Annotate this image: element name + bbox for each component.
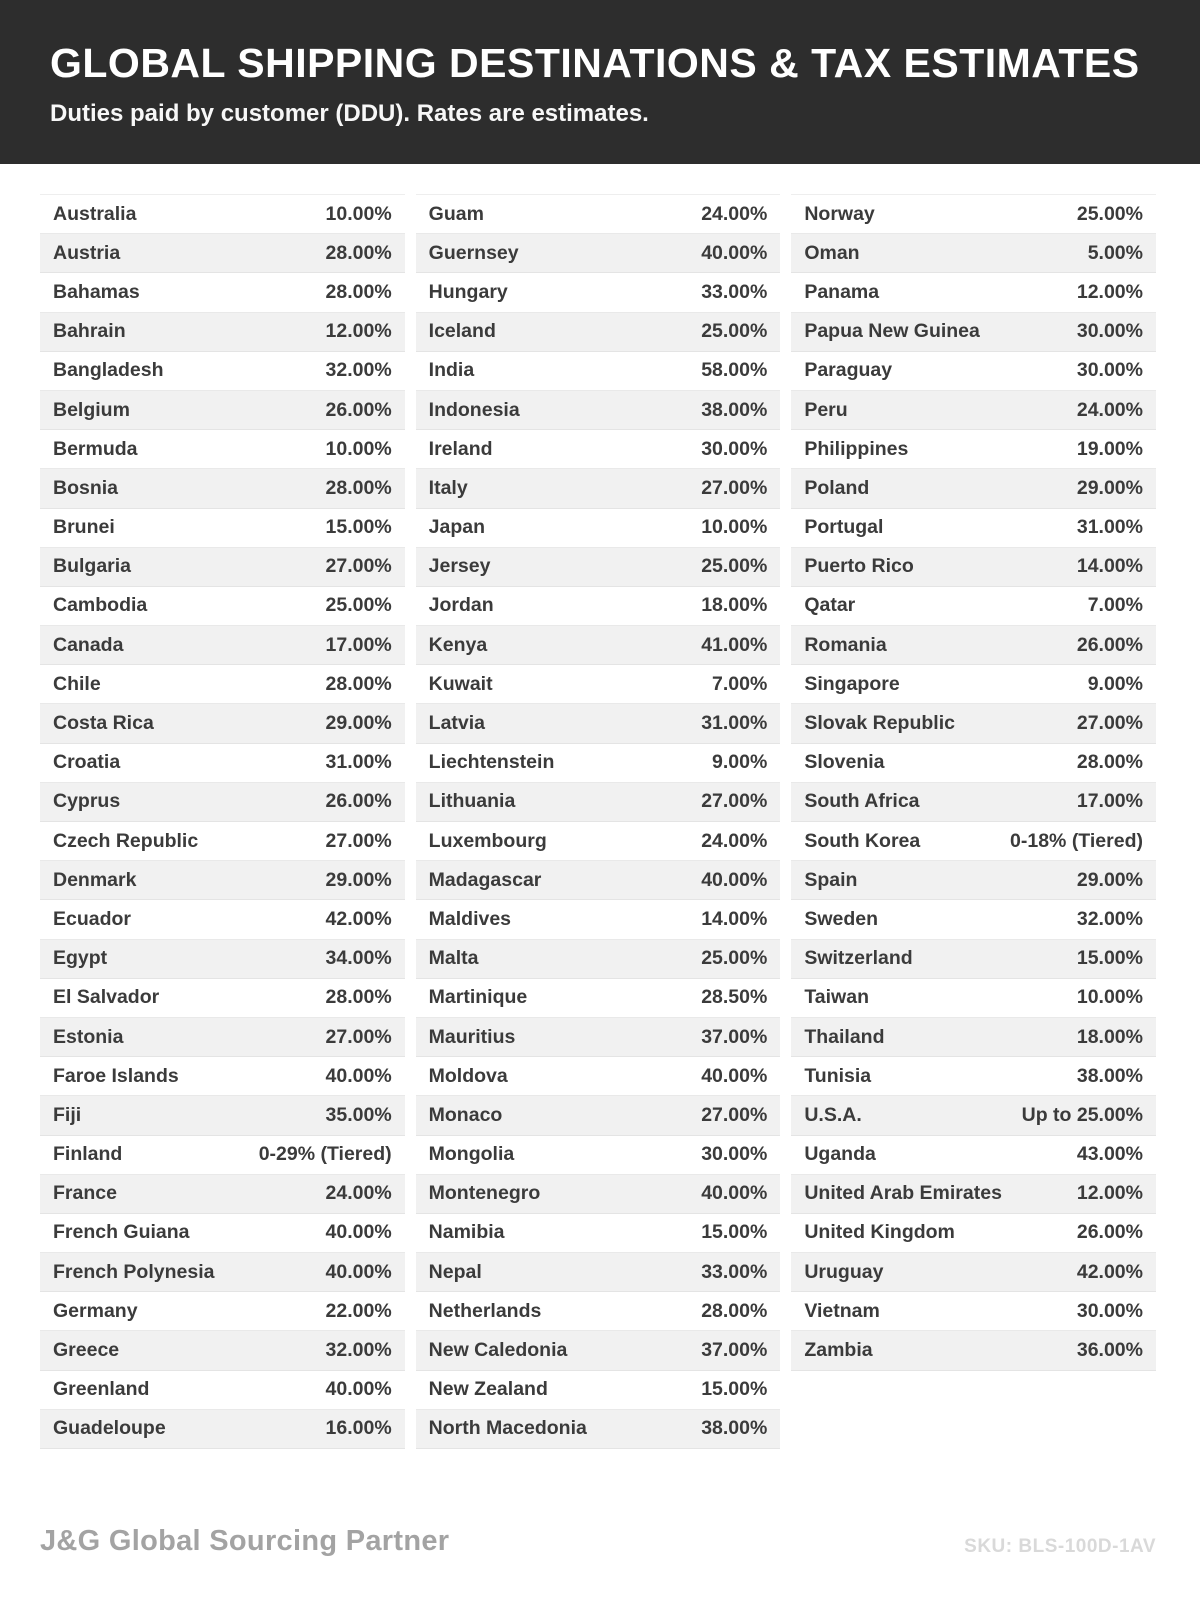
tax-rate: 40.00% [325, 1260, 392, 1283]
country-name: Tunisia [804, 1064, 872, 1087]
tax-rate: 15.00% [701, 1221, 768, 1244]
tax-rate: 27.00% [1076, 712, 1143, 735]
tax-rate: 10.00% [325, 202, 392, 225]
country-name: Canada [53, 633, 124, 656]
table-row [40, 940, 405, 979]
tax-rate: 22.00% [325, 1299, 392, 1322]
table-row [40, 509, 405, 548]
tax-rate: 18.00% [701, 594, 768, 617]
tax-rate: 32.00% [1076, 907, 1143, 930]
tax-rate: 10.00% [1076, 986, 1143, 1009]
country-name: Kenya [428, 633, 488, 656]
tax-rate: 36.00% [1076, 1339, 1143, 1362]
table-row [416, 469, 781, 508]
country-name: Bahamas [53, 280, 140, 303]
country-name: Kuwait [428, 672, 493, 695]
table-row [40, 1018, 405, 1057]
country-name: Mauritius [428, 1025, 516, 1048]
table-column-2 [416, 194, 781, 1449]
tax-rate: 17.00% [325, 633, 392, 656]
table-row [416, 1253, 781, 1292]
tax-rate: 32.00% [325, 359, 392, 382]
tax-rate: 31.00% [701, 712, 768, 735]
table-row [791, 548, 1156, 587]
tax-rate: 37.00% [701, 1339, 768, 1362]
country-name: Iceland [428, 320, 496, 343]
table-row [416, 1214, 781, 1253]
tax-rate: 31.00% [1076, 516, 1143, 539]
tax-rate: 32.00% [325, 1339, 392, 1362]
table-row [416, 822, 781, 861]
table-row [791, 744, 1156, 783]
country-name: Nepal [428, 1260, 482, 1283]
country-name: South Africa [804, 790, 920, 813]
table-row [791, 1331, 1156, 1370]
country-name: Switzerland [804, 947, 913, 970]
table-row [791, 783, 1156, 822]
country-name: Guernsey [428, 241, 519, 264]
country-name: French Polynesia [53, 1260, 215, 1283]
table-row [416, 1136, 781, 1175]
tax-rate: 58.00% [701, 359, 768, 382]
table-row [791, 861, 1156, 900]
tax-rate: 28.00% [325, 986, 392, 1009]
country-name: Uganda [804, 1143, 876, 1166]
tax-rate: 25.00% [701, 555, 768, 578]
tax-rate: 0-18% (Tiered) [1010, 829, 1143, 852]
tax-rate: 7.00% [1087, 594, 1143, 617]
country-name: Poland [804, 476, 870, 499]
table-row [791, 1214, 1156, 1253]
tax-rate: 24.00% [1076, 398, 1143, 421]
country-name: Australia [53, 202, 137, 225]
tax-rate: 34.00% [325, 947, 392, 970]
table-row [791, 940, 1156, 979]
country-name: El Salvador [53, 986, 160, 1009]
tax-rate: 27.00% [325, 555, 392, 578]
country-name: Indonesia [428, 398, 520, 421]
table-row [40, 587, 405, 626]
tax-rate: 29.00% [325, 868, 392, 891]
country-name: Papua New Guinea [804, 320, 980, 343]
table-row [40, 1253, 405, 1292]
country-name: Mongolia [428, 1143, 515, 1166]
table-row [791, 430, 1156, 469]
country-name: Puerto Rico [804, 555, 914, 578]
table-row [416, 1292, 781, 1331]
table-row [791, 1175, 1156, 1214]
tax-rate: 17.00% [1076, 790, 1143, 813]
country-name: Croatia [53, 751, 121, 774]
tax-rate: 25.00% [325, 594, 392, 617]
tax-rate: 29.00% [1076, 868, 1143, 891]
table-row [791, 234, 1156, 273]
country-name: Panama [804, 280, 880, 303]
table-row [416, 313, 781, 352]
tax-rate: 30.00% [1076, 320, 1143, 343]
tax-rate: 35.00% [325, 1103, 392, 1126]
table-row [40, 900, 405, 939]
country-name: French Guiana [53, 1221, 190, 1244]
tax-rate: 40.00% [325, 1064, 392, 1087]
tax-rate: 10.00% [701, 516, 768, 539]
table-row [791, 391, 1156, 430]
table-row [791, 704, 1156, 743]
table-row [791, 313, 1156, 352]
tax-rate: 40.00% [325, 1221, 392, 1244]
table-row [791, 352, 1156, 391]
tax-rate: 40.00% [701, 241, 768, 264]
tax-rate: 27.00% [701, 1103, 768, 1126]
country-name: United Kingdom [804, 1221, 955, 1244]
tax-rate: 24.00% [325, 1182, 392, 1205]
tax-rate: 5.00% [1087, 241, 1143, 264]
header [0, 0, 1200, 164]
table-row [40, 744, 405, 783]
country-name: Faroe Islands [53, 1064, 179, 1087]
tax-rate: 28.00% [325, 280, 392, 303]
country-name: Bulgaria [53, 555, 132, 578]
tax-rate: 38.00% [1076, 1064, 1143, 1087]
country-name: Martinique [428, 986, 528, 1009]
table-row [40, 704, 405, 743]
tax-rate: 26.00% [1076, 633, 1143, 656]
table-row [40, 352, 405, 391]
country-name: Chile [53, 672, 101, 695]
country-name: New Zealand [428, 1378, 548, 1401]
tax-rate: 29.00% [325, 712, 392, 735]
table-row [40, 234, 405, 273]
table-row [416, 704, 781, 743]
tax-rate: 10.00% [325, 437, 392, 460]
table-row [40, 979, 405, 1018]
tax-rate: 27.00% [325, 829, 392, 852]
table-row [40, 391, 405, 430]
tax-rate: 42.00% [1076, 1260, 1143, 1283]
table-row [791, 509, 1156, 548]
table-row [791, 822, 1156, 861]
table-row [40, 1136, 405, 1175]
tax-rate: 27.00% [701, 790, 768, 813]
table-row [791, 1057, 1156, 1096]
country-name: U.S.A. [804, 1103, 862, 1126]
country-name: Sweden [804, 907, 879, 930]
country-name: Latvia [428, 712, 486, 735]
country-name: Fiji [53, 1103, 82, 1126]
country-name: Belgium [53, 398, 130, 421]
country-name: Zambia [804, 1339, 873, 1362]
tax-rate: 25.00% [1076, 202, 1143, 225]
country-name: Jordan [428, 594, 494, 617]
tax-rate: 28.00% [325, 672, 392, 695]
table-row [416, 1371, 781, 1410]
tax-rate: 26.00% [325, 790, 392, 813]
country-name: Guam [428, 202, 484, 225]
country-name: Luxembourg [428, 829, 547, 852]
country-name: India [428, 359, 475, 382]
country-name: Liechtenstein [428, 751, 555, 774]
country-name: Singapore [804, 672, 900, 695]
table-column-3 [791, 194, 1156, 1371]
tax-rate: Up to 25.00% [1021, 1103, 1143, 1126]
table-row [791, 979, 1156, 1018]
tax-rate: 42.00% [325, 907, 392, 930]
country-name: Greece [53, 1339, 120, 1362]
table-row [416, 861, 781, 900]
tax-rate: 25.00% [701, 947, 768, 970]
tax-rate: 33.00% [701, 1260, 768, 1283]
country-name: United Arab Emirates [804, 1182, 1002, 1205]
sku-label: SKU: BLS-100D-1AV [964, 1536, 1156, 1557]
table-row [416, 1018, 781, 1057]
tax-rate: 18.00% [1076, 1025, 1143, 1048]
country-name: Guadeloupe [53, 1417, 166, 1440]
table-row [791, 900, 1156, 939]
table-row [40, 665, 405, 704]
tax-rate: 12.00% [1076, 1182, 1143, 1205]
country-name: Spain [804, 868, 858, 891]
country-name: Bosnia [53, 476, 119, 499]
table-row [791, 1253, 1156, 1292]
table-row [40, 469, 405, 508]
table-row [40, 1331, 405, 1370]
country-name: Uruguay [804, 1260, 884, 1283]
country-name: South Korea [804, 829, 921, 852]
tax-rate: 41.00% [701, 633, 768, 656]
table-row [416, 587, 781, 626]
table-row [791, 665, 1156, 704]
table-column-1 [40, 194, 405, 1449]
table-row [40, 1057, 405, 1096]
tax-rate: 30.00% [701, 437, 768, 460]
country-name: Maldives [428, 907, 512, 930]
table-row [40, 195, 405, 234]
country-name: Greenland [53, 1378, 150, 1401]
tax-rate: 12.00% [1076, 280, 1143, 303]
table-row [416, 234, 781, 273]
table-row [416, 1175, 781, 1214]
tax-rate: 37.00% [701, 1025, 768, 1048]
table-row [416, 273, 781, 312]
country-name: Malta [428, 947, 479, 970]
country-name: Brunei [53, 516, 115, 539]
tax-rate: 15.00% [1076, 947, 1143, 970]
table-row [791, 1096, 1156, 1135]
country-name: North Macedonia [428, 1417, 587, 1440]
table-row [416, 352, 781, 391]
table-row [791, 1018, 1156, 1057]
table-row [791, 626, 1156, 665]
tax-rate: 29.00% [1076, 476, 1143, 499]
tax-rate: 24.00% [701, 829, 768, 852]
country-name: Oman [804, 241, 860, 264]
tax-rate: 30.00% [1076, 359, 1143, 382]
table-row [40, 822, 405, 861]
table-row [416, 900, 781, 939]
table-row [416, 979, 781, 1018]
country-name: Portugal [804, 516, 884, 539]
tax-rate: 15.00% [701, 1378, 768, 1401]
table-row [416, 940, 781, 979]
country-name: Slovenia [804, 751, 885, 774]
tax-rate: 7.00% [712, 672, 768, 695]
tax-rate: 38.00% [701, 1417, 768, 1440]
country-name: Monaco [428, 1103, 503, 1126]
tax-rate: 12.00% [325, 320, 392, 343]
table-row [416, 1410, 781, 1449]
table-row [416, 195, 781, 234]
table-row [40, 626, 405, 665]
table-row [416, 1331, 781, 1370]
tax-rate: 14.00% [701, 907, 768, 930]
country-name: Cambodia [53, 594, 148, 617]
table-row [40, 273, 405, 312]
country-name: Czech Republic [53, 829, 199, 852]
brand-name: J&G Global Sourcing Partner [40, 1525, 450, 1557]
tax-rate: 33.00% [701, 280, 768, 303]
table-row [416, 744, 781, 783]
table-row [40, 1410, 405, 1449]
table-row [791, 587, 1156, 626]
country-name: Vietnam [804, 1299, 880, 1322]
country-name: Qatar [804, 594, 856, 617]
country-name: Bahrain [53, 320, 126, 343]
table-row [791, 469, 1156, 508]
table-row [791, 273, 1156, 312]
country-name: Denmark [53, 868, 137, 891]
tax-rate: 28.50% [701, 986, 768, 1009]
table-row [791, 1136, 1156, 1175]
tax-rates-table [40, 194, 1156, 1449]
table-row [416, 430, 781, 469]
tax-rate: 30.00% [1076, 1299, 1143, 1322]
country-name: Slovak Republic [804, 712, 955, 735]
country-name: Montenegro [428, 1182, 541, 1205]
table-row [416, 509, 781, 548]
table-row [416, 391, 781, 430]
tax-rate: 19.00% [1076, 437, 1143, 460]
tax-rate: 38.00% [701, 398, 768, 421]
country-name: Finland [53, 1143, 123, 1166]
tax-rate: 0-29% (Tiered) [258, 1143, 392, 1166]
tax-rate: 16.00% [325, 1417, 392, 1440]
footer [40, 1525, 1156, 1558]
country-name: Germany [53, 1299, 138, 1322]
country-name: Bangladesh [53, 359, 164, 382]
country-name: Lithuania [428, 790, 516, 813]
table-row [40, 1214, 405, 1253]
country-name: Jersey [428, 555, 491, 578]
country-name: Thailand [804, 1025, 885, 1048]
country-name: Italy [428, 476, 468, 499]
table-row [40, 1292, 405, 1331]
country-name: Costa Rica [53, 712, 154, 735]
table-row [40, 430, 405, 469]
country-name: Peru [804, 398, 848, 421]
tax-rate: 31.00% [325, 751, 392, 774]
country-name: Estonia [53, 1025, 124, 1048]
tax-rate: 40.00% [701, 868, 768, 891]
tax-rate: 28.00% [1076, 751, 1143, 774]
country-name: Paraguay [804, 359, 893, 382]
country-name: Cyprus [53, 790, 121, 813]
tax-rate: 26.00% [325, 398, 392, 421]
country-name: Romania [804, 633, 887, 656]
tax-rate: 9.00% [712, 751, 768, 774]
country-name: Madagascar [428, 868, 542, 891]
country-name: Austria [53, 241, 121, 264]
tax-rate: 26.00% [1076, 1221, 1143, 1244]
table-row [40, 1371, 405, 1410]
table-row [40, 548, 405, 587]
country-name: Moldova [428, 1064, 508, 1087]
country-name: Taiwan [804, 986, 869, 1009]
table-row [40, 861, 405, 900]
table-row [40, 1096, 405, 1135]
country-name: Egypt [53, 947, 108, 970]
country-name: Namibia [428, 1221, 505, 1244]
tax-rate: 28.00% [325, 241, 392, 264]
country-name: Norway [804, 202, 875, 225]
country-name: Japan [428, 516, 486, 539]
country-name: Ireland [428, 437, 493, 460]
table-row [40, 1175, 405, 1214]
table-row [40, 313, 405, 352]
tax-rate: 40.00% [325, 1378, 392, 1401]
tax-rate: 43.00% [1076, 1143, 1143, 1166]
table-row [416, 783, 781, 822]
table-row [791, 195, 1156, 234]
tax-rate: 27.00% [325, 1025, 392, 1048]
country-name: Philippines [804, 437, 909, 460]
table-row [416, 1057, 781, 1096]
tax-rate: 40.00% [701, 1182, 768, 1205]
table-row [416, 548, 781, 587]
country-name: Hungary [428, 280, 508, 303]
tax-rate: 14.00% [1076, 555, 1143, 578]
table-row [40, 783, 405, 822]
table-row [416, 665, 781, 704]
tax-rate: 25.00% [701, 320, 768, 343]
tax-rate: 28.00% [701, 1299, 768, 1322]
tax-rate: 30.00% [701, 1143, 768, 1166]
country-name: France [53, 1182, 117, 1205]
tax-rate: 24.00% [701, 202, 768, 225]
country-name: Bermuda [53, 437, 138, 460]
page-title: GLOBAL SHIPPING DESTINATIONS & TAX ESTIMATES [50, 40, 1140, 86]
tax-rate: 40.00% [701, 1064, 768, 1087]
country-name: Netherlands [428, 1299, 542, 1322]
tax-rate: 9.00% [1087, 672, 1143, 695]
table-row [791, 1292, 1156, 1331]
tax-rate: 28.00% [325, 476, 392, 499]
tax-rate: 27.00% [701, 476, 768, 499]
tax-rate: 15.00% [325, 516, 392, 539]
table-row [416, 1096, 781, 1135]
table-row [416, 626, 781, 665]
country-name: Ecuador [53, 907, 132, 930]
page-subtitle: Duties paid by customer (DDU). Rates are estimates. [50, 100, 649, 127]
country-name: New Caledonia [428, 1339, 568, 1362]
